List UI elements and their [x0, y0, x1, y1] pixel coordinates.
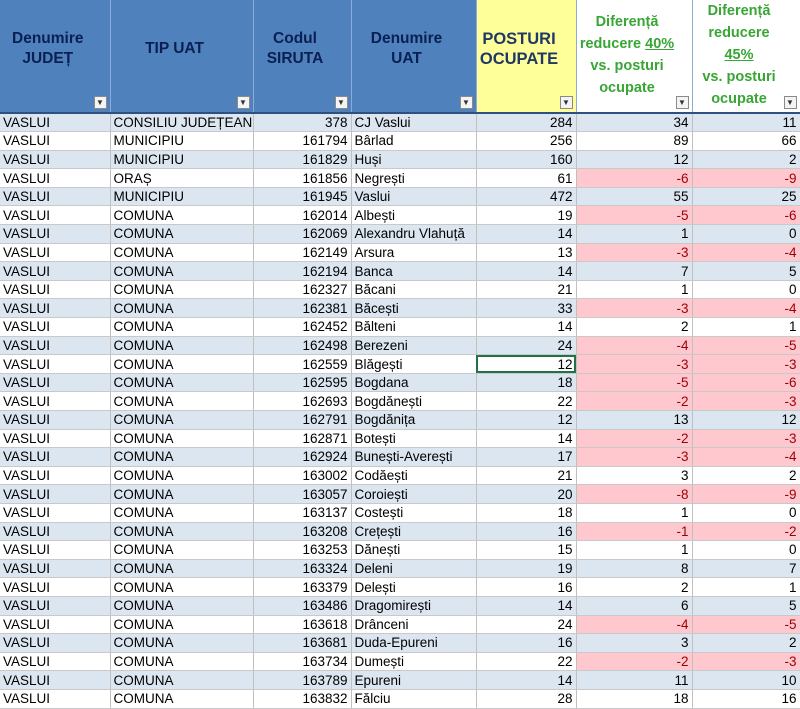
cell-tip-uat[interactable]: COMUNA [110, 243, 253, 262]
cell-denumire-uat[interactable]: Blăgești [351, 355, 476, 374]
table-row [0, 355, 800, 374]
table-row [0, 411, 800, 430]
cell-siruta[interactable]: 162452 [253, 318, 351, 337]
cell-dif-40[interactable]: -5 [576, 206, 692, 225]
dropdown-arrow-icon[interactable]: ▼ [237, 96, 250, 109]
cell-tip-uat[interactable]: COMUNA [110, 225, 253, 244]
cell-dif-45[interactable]: -3 [692, 355, 800, 374]
cell-dif-40[interactable]: 34 [576, 113, 692, 132]
cell-tip-uat[interactable]: COMUNA [110, 689, 253, 708]
cell-posturi[interactable]: 16 [476, 634, 576, 653]
table-row [0, 671, 800, 690]
cell-dif-45[interactable]: 66 [692, 132, 800, 151]
cell-dif-45[interactable]: -9 [692, 169, 800, 188]
cell-dif-40[interactable]: -6 [576, 169, 692, 188]
cell-siruta[interactable]: 161856 [253, 169, 351, 188]
cell-denumire-uat[interactable]: Negrești [351, 169, 476, 188]
cell-tip-uat[interactable]: COMUNA [110, 336, 253, 355]
cell-posturi[interactable]: 19 [476, 559, 576, 578]
dropdown-arrow-icon[interactable]: ▼ [460, 96, 473, 109]
table-row [0, 262, 800, 281]
cell-dif-45[interactable]: 0 [692, 541, 800, 560]
cell-siruta[interactable]: 162498 [253, 336, 351, 355]
cell-judet[interactable]: VASLUI [0, 392, 110, 411]
cell-denumire-uat[interactable]: Botești [351, 429, 476, 448]
cell-tip-uat[interactable]: MUNICIPIU [110, 150, 253, 169]
cell-dif-40[interactable]: -1 [576, 522, 692, 541]
cell-dif-45[interactable]: -5 [692, 615, 800, 634]
cell-denumire-uat[interactable]: Dănești [351, 541, 476, 560]
cell-posturi[interactable]: 22 [476, 392, 576, 411]
cell-posturi[interactable]: 61 [476, 169, 576, 188]
cell-judet[interactable]: VASLUI [0, 503, 110, 522]
cell-dif-40[interactable]: 2 [576, 318, 692, 337]
table-row [0, 132, 800, 151]
cell-tip-uat[interactable]: COMUNA [110, 485, 253, 504]
table-row [0, 466, 800, 485]
table-row [0, 225, 800, 244]
cell-judet[interactable]: VASLUI [0, 336, 110, 355]
cell-denumire-uat[interactable]: Banca [351, 262, 476, 281]
cell-denumire-uat[interactable]: Dragomirești [351, 596, 476, 615]
table-row [0, 448, 800, 467]
cell-judet[interactable]: VASLUI [0, 466, 110, 485]
cell-posturi[interactable]: 160 [476, 150, 576, 169]
cell-dif-40[interactable]: 8 [576, 559, 692, 578]
cell-dif-40[interactable]: 2 [576, 578, 692, 597]
cell-posturi[interactable]: 28 [476, 689, 576, 708]
cell-tip-uat[interactable]: COMUNA [110, 671, 253, 690]
cell-judet[interactable]: VASLUI [0, 652, 110, 671]
cell-denumire-uat[interactable]: CJ Vaslui [351, 113, 476, 132]
cell-judet[interactable]: VASLUI [0, 225, 110, 244]
cell-denumire-uat[interactable]: Drânceni [351, 615, 476, 634]
cell-denumire-uat[interactable]: Bogdănița [351, 411, 476, 430]
cell-judet[interactable]: VASLUI [0, 132, 110, 151]
cell-dif-45[interactable]: 7 [692, 559, 800, 578]
cell-dif-45[interactable]: -6 [692, 206, 800, 225]
cell-posturi[interactable]: 14 [476, 262, 576, 281]
cell-tip-uat[interactable]: COMUNA [110, 578, 253, 597]
cell-posturi[interactable]: 14 [476, 429, 576, 448]
cell-dif-40[interactable]: -5 [576, 373, 692, 392]
cell-dif-45[interactable]: 16 [692, 689, 800, 708]
cell-tip-uat[interactable]: COMUNA [110, 206, 253, 225]
cell-denumire-uat[interactable]: Alexandru Vlahuță [351, 225, 476, 244]
header-diferenta-40[interactable]: Diferență reducere 40% vs. posturi ocupate ▼ [576, 0, 692, 113]
cell-posturi[interactable]: 24 [476, 615, 576, 634]
cell-posturi[interactable]: 18 [476, 503, 576, 522]
cell-denumire-uat[interactable]: Bârlad [351, 132, 476, 151]
table-row [0, 689, 800, 708]
header-judet[interactable]: Denumire JUDEȚ ▼ [0, 0, 110, 113]
table-row [0, 243, 800, 262]
cell-siruta[interactable]: 162924 [253, 448, 351, 467]
cell-tip-uat[interactable]: COMUNA [110, 355, 253, 374]
table-row [0, 652, 800, 671]
table-row [0, 187, 800, 206]
table-row [0, 392, 800, 411]
cell-denumire-uat[interactable]: Albești [351, 206, 476, 225]
header-row [0, 0, 800, 113]
cell-dif-45[interactable]: 1 [692, 578, 800, 597]
table-row [0, 373, 800, 392]
cell-denumire-uat[interactable]: Crețești [351, 522, 476, 541]
cell-dif-45[interactable]: 2 [692, 634, 800, 653]
cell-dif-40[interactable]: -3 [576, 355, 692, 374]
cell-judet[interactable]: VASLUI [0, 187, 110, 206]
cell-denumire-uat[interactable]: Băcani [351, 280, 476, 299]
cell-dif-45[interactable]: -6 [692, 373, 800, 392]
cell-posturi[interactable]: 16 [476, 578, 576, 597]
cell-dif-45[interactable]: 1 [692, 318, 800, 337]
cell-siruta[interactable]: 163486 [253, 596, 351, 615]
cell-tip-uat[interactable]: CONSILIU JUDEȚEAN [110, 113, 253, 132]
cell-posturi[interactable]: 21 [476, 280, 576, 299]
cell-siruta[interactable]: 162327 [253, 280, 351, 299]
cell-posturi[interactable]: 14 [476, 671, 576, 690]
cell-siruta[interactable]: 162194 [253, 262, 351, 281]
cell-siruta[interactable]: 163137 [253, 503, 351, 522]
cell-dif-45[interactable]: 0 [692, 503, 800, 522]
cell-posturi[interactable]: 21 [476, 466, 576, 485]
cell-tip-uat[interactable]: COMUNA [110, 541, 253, 560]
cell-dif-45[interactable]: 12 [692, 411, 800, 430]
cell-dif-40[interactable]: 1 [576, 280, 692, 299]
cell-dif-40[interactable]: 12 [576, 150, 692, 169]
cell-judet[interactable]: VASLUI [0, 485, 110, 504]
cell-denumire-uat[interactable]: Băcești [351, 299, 476, 318]
cell-denumire-uat[interactable]: Deleni [351, 559, 476, 578]
cell-dif-40[interactable]: 13 [576, 411, 692, 430]
cell-posturi[interactable]: 19 [476, 206, 576, 225]
cell-dif-45[interactable]: 10 [692, 671, 800, 690]
filter-active-icon[interactable]: ▼ [94, 96, 107, 109]
cell-judet[interactable]: VASLUI [0, 280, 110, 299]
cell-siruta[interactable]: 163379 [253, 578, 351, 597]
cell-judet[interactable]: VASLUI [0, 355, 110, 374]
cell-dif-45[interactable]: -9 [692, 485, 800, 504]
cell-posturi[interactable]: 22 [476, 652, 576, 671]
cell-siruta[interactable]: 163324 [253, 559, 351, 578]
cell-dif-40[interactable]: 1 [576, 541, 692, 560]
dropdown-arrow-icon[interactable]: ▼ [784, 96, 797, 109]
cell-tip-uat[interactable]: MUNICIPIU [110, 132, 253, 151]
dropdown-arrow-icon[interactable]: ▼ [335, 96, 348, 109]
cell-siruta[interactable]: 163002 [253, 466, 351, 485]
table-row [0, 503, 800, 522]
cell-dif-40[interactable]: 1 [576, 503, 692, 522]
cell-denumire-uat[interactable]: Dumești [351, 652, 476, 671]
cell-dif-40[interactable]: -3 [576, 243, 692, 262]
cell-tip-uat[interactable]: COMUNA [110, 411, 253, 430]
cell-siruta[interactable]: 162791 [253, 411, 351, 430]
cell-judet[interactable]: VASLUI [0, 541, 110, 560]
cell-judet[interactable]: VASLUI [0, 634, 110, 653]
cell-dif-40[interactable]: 3 [576, 634, 692, 653]
cell-posturi[interactable]: 472 [476, 187, 576, 206]
cell-dif-40[interactable]: -2 [576, 652, 692, 671]
cell-judet[interactable]: VASLUI [0, 578, 110, 597]
cell-denumire-uat[interactable]: Vaslui [351, 187, 476, 206]
table-row [0, 485, 800, 504]
cell-siruta[interactable]: 162149 [253, 243, 351, 262]
cell-judet[interactable]: VASLUI [0, 169, 110, 188]
cell-tip-uat[interactable]: COMUNA [110, 522, 253, 541]
cell-dif-45[interactable]: 2 [692, 466, 800, 485]
cell-dif-45[interactable]: -4 [692, 299, 800, 318]
cell-tip-uat[interactable]: COMUNA [110, 615, 253, 634]
dropdown-arrow-icon[interactable]: ▼ [560, 96, 573, 109]
header-siruta[interactable]: Codul SIRUTA ▼ [253, 0, 351, 113]
header-tip-uat[interactable]: TIP UAT ▼ [110, 0, 253, 113]
cell-judet[interactable]: VASLUI [0, 262, 110, 281]
table-row [0, 113, 800, 132]
cell-posturi[interactable]: 17 [476, 448, 576, 467]
cell-judet[interactable]: VASLUI [0, 615, 110, 634]
table-row [0, 318, 800, 337]
cell-posturi[interactable]: 15 [476, 541, 576, 560]
cell-dif-45[interactable]: -4 [692, 243, 800, 262]
cell-judet[interactable]: VASLUI [0, 150, 110, 169]
cell-dif-45[interactable]: -3 [692, 429, 800, 448]
cell-tip-uat[interactable]: COMUNA [110, 634, 253, 653]
cell-dif-45[interactable]: -5 [692, 336, 800, 355]
cell-posturi[interactable]: 16 [476, 522, 576, 541]
cell-dif-40[interactable]: -4 [576, 336, 692, 355]
cell-denumire-uat[interactable]: Costești [351, 503, 476, 522]
cell-dif-45[interactable]: -4 [692, 448, 800, 467]
cell-tip-uat[interactable]: COMUNA [110, 596, 253, 615]
cell-judet[interactable]: VASLUI [0, 299, 110, 318]
cell-dif-45[interactable]: 0 [692, 280, 800, 299]
table-body [0, 113, 800, 708]
cell-denumire-uat[interactable]: Duda-Epureni [351, 634, 476, 653]
cell-siruta[interactable]: 162014 [253, 206, 351, 225]
cell-tip-uat[interactable]: COMUNA [110, 262, 253, 281]
cell-posturi[interactable]: 24 [476, 336, 576, 355]
cell-posturi[interactable]: 256 [476, 132, 576, 151]
cell-dif-40[interactable]: 89 [576, 132, 692, 151]
cell-judet[interactable]: VASLUI [0, 559, 110, 578]
table-row [0, 615, 800, 634]
cell-tip-uat[interactable]: COMUNA [110, 652, 253, 671]
cell-dif-40[interactable]: -3 [576, 448, 692, 467]
cell-dif-45[interactable]: 25 [692, 187, 800, 206]
cell-posturi[interactable]: 20 [476, 485, 576, 504]
cell-posturi[interactable]: 12 [476, 411, 576, 430]
table-row [0, 169, 800, 188]
table-row [0, 559, 800, 578]
cell-denumire-uat[interactable]: Huși [351, 150, 476, 169]
cell-dif-45[interactable]: 0 [692, 225, 800, 244]
cell-tip-uat[interactable]: COMUNA [110, 280, 253, 299]
table-row [0, 522, 800, 541]
cell-dif-45[interactable]: 5 [692, 596, 800, 615]
cell-siruta[interactable]: 163681 [253, 634, 351, 653]
cell-denumire-uat[interactable]: Bogdănești [351, 392, 476, 411]
table-row [0, 336, 800, 355]
cell-siruta[interactable]: 162069 [253, 225, 351, 244]
cell-posturi[interactable]: 12 [476, 355, 576, 374]
cell-posturi[interactable]: 13 [476, 243, 576, 262]
cell-tip-uat[interactable]: ORAȘ [110, 169, 253, 188]
cell-judet[interactable]: VASLUI [0, 448, 110, 467]
cell-posturi[interactable]: 18 [476, 373, 576, 392]
cell-dif-40[interactable]: -8 [576, 485, 692, 504]
cell-siruta[interactable]: 162595 [253, 373, 351, 392]
cell-dif-45[interactable]: 11 [692, 113, 800, 132]
cell-tip-uat[interactable]: COMUNA [110, 299, 253, 318]
cell-denumire-uat[interactable]: Codăești [351, 466, 476, 485]
table-row [0, 150, 800, 169]
cell-judet[interactable]: VASLUI [0, 671, 110, 690]
cell-judet[interactable]: VASLUI [0, 596, 110, 615]
cell-siruta[interactable]: 162381 [253, 299, 351, 318]
cell-dif-40[interactable]: 6 [576, 596, 692, 615]
table-row [0, 578, 800, 597]
cell-siruta[interactable]: 163832 [253, 689, 351, 708]
cell-judet[interactable]: VASLUI [0, 522, 110, 541]
cell-siruta[interactable]: 378 [253, 113, 351, 132]
cell-siruta[interactable]: 161829 [253, 150, 351, 169]
cell-judet[interactable]: VASLUI [0, 373, 110, 392]
cell-siruta[interactable]: 162871 [253, 429, 351, 448]
dropdown-arrow-icon[interactable]: ▼ [676, 96, 689, 109]
cell-denumire-uat[interactable]: Berezeni [351, 336, 476, 355]
table-row [0, 299, 800, 318]
cell-dif-40[interactable]: -4 [576, 615, 692, 634]
table-row [0, 280, 800, 299]
cell-tip-uat[interactable]: MUNICIPIU [110, 187, 253, 206]
cell-judet[interactable]: VASLUI [0, 429, 110, 448]
cell-denumire-uat[interactable]: Epureni [351, 671, 476, 690]
cell-dif-45[interactable]: -2 [692, 522, 800, 541]
cell-dif-40[interactable]: 55 [576, 187, 692, 206]
table-row [0, 541, 800, 560]
cell-posturi[interactable]: 284 [476, 113, 576, 132]
cell-siruta[interactable]: 162559 [253, 355, 351, 374]
cell-posturi[interactable]: 14 [476, 318, 576, 337]
cell-tip-uat[interactable]: COMUNA [110, 503, 253, 522]
cell-denumire-uat[interactable]: Fălciu [351, 689, 476, 708]
cell-siruta[interactable]: 163734 [253, 652, 351, 671]
cell-denumire-uat[interactable]: Arsura [351, 243, 476, 262]
header-diferenta-45[interactable]: Diferență reducere 45% vs. posturi ocupate ▼ [692, 0, 800, 113]
cell-denumire-uat[interactable]: Delești [351, 578, 476, 597]
table-row [0, 206, 800, 225]
cell-siruta[interactable]: 161945 [253, 187, 351, 206]
cell-judet[interactable]: VASLUI [0, 411, 110, 430]
cell-dif-40[interactable]: -2 [576, 429, 692, 448]
cell-dif-40[interactable]: 3 [576, 466, 692, 485]
cell-tip-uat[interactable]: COMUNA [110, 373, 253, 392]
cell-dif-40[interactable]: 11 [576, 671, 692, 690]
cell-posturi[interactable]: 14 [476, 596, 576, 615]
header-denumire-uat[interactable]: Denumire UAT ▼ [351, 0, 476, 113]
cell-denumire-uat[interactable]: Bunești-Averești [351, 448, 476, 467]
cell-dif-40[interactable]: 18 [576, 689, 692, 708]
cell-tip-uat[interactable]: COMUNA [110, 392, 253, 411]
cell-siruta[interactable]: 163618 [253, 615, 351, 634]
cell-denumire-uat[interactable]: Coroiești [351, 485, 476, 504]
cell-dif-45[interactable]: -3 [692, 392, 800, 411]
header-posturi-ocupate[interactable]: POSTURI OCUPATE ▼ [476, 0, 576, 113]
cell-dif-40[interactable]: -3 [576, 299, 692, 318]
cell-tip-uat[interactable]: COMUNA [110, 429, 253, 448]
cell-dif-45[interactable]: 5 [692, 262, 800, 281]
cell-siruta[interactable]: 163057 [253, 485, 351, 504]
cell-judet[interactable]: VASLUI [0, 318, 110, 337]
table-row [0, 596, 800, 615]
cell-dif-40[interactable]: 1 [576, 225, 692, 244]
cell-judet[interactable]: VASLUI [0, 113, 110, 132]
cell-siruta[interactable]: 162693 [253, 392, 351, 411]
cell-siruta[interactable]: 163789 [253, 671, 351, 690]
cell-tip-uat[interactable]: COMUNA [110, 448, 253, 467]
cell-posturi[interactable]: 33 [476, 299, 576, 318]
cell-denumire-uat[interactable]: Bogdana [351, 373, 476, 392]
table-row [0, 634, 800, 653]
cell-dif-40[interactable]: -2 [576, 392, 692, 411]
cell-siruta[interactable]: 163208 [253, 522, 351, 541]
cell-dif-45[interactable]: -3 [692, 652, 800, 671]
table-row [0, 429, 800, 448]
cell-siruta[interactable]: 163253 [253, 541, 351, 560]
cell-judet[interactable]: VASLUI [0, 689, 110, 708]
cell-dif-40[interactable]: 7 [576, 262, 692, 281]
cell-posturi[interactable]: 14 [476, 225, 576, 244]
cell-tip-uat[interactable]: COMUNA [110, 559, 253, 578]
cell-tip-uat[interactable]: COMUNA [110, 466, 253, 485]
cell-tip-uat[interactable]: COMUNA [110, 318, 253, 337]
cell-dif-45[interactable]: 2 [692, 150, 800, 169]
cell-denumire-uat[interactable]: Bălteni [351, 318, 476, 337]
cell-judet[interactable]: VASLUI [0, 206, 110, 225]
cell-judet[interactable]: VASLUI [0, 243, 110, 262]
cell-siruta[interactable]: 161794 [253, 132, 351, 151]
